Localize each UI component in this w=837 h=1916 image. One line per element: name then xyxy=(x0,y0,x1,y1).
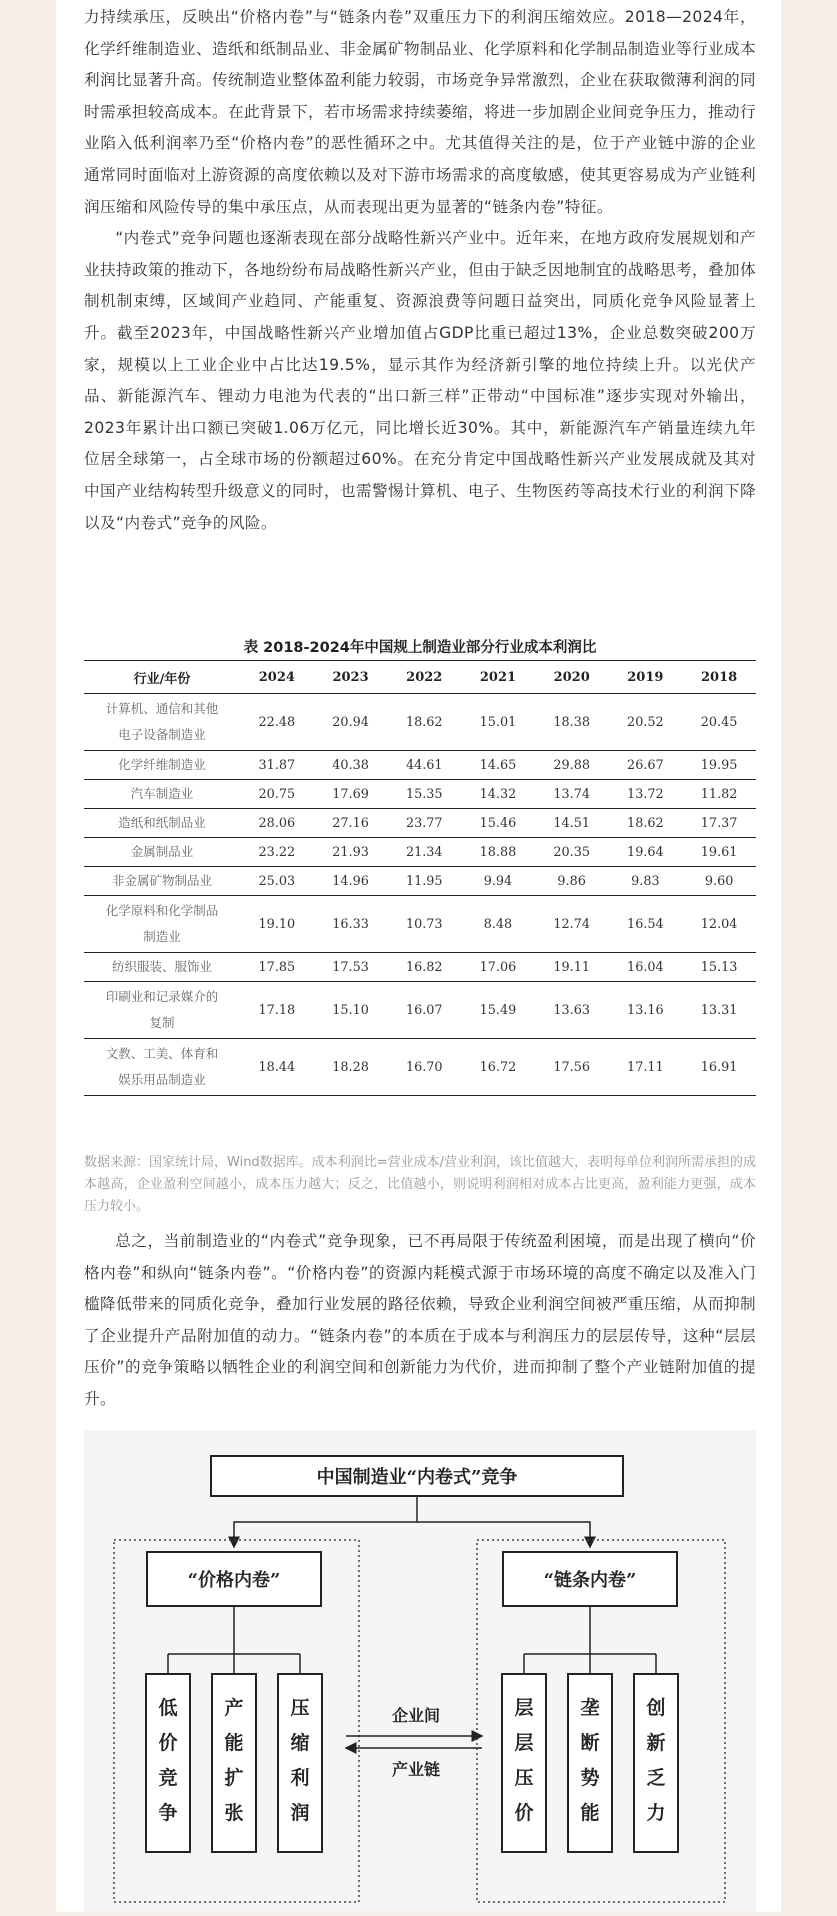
header-year-2021: 2021 xyxy=(461,661,535,694)
industry-name-cell xyxy=(84,867,240,896)
industry-name-line: 造纸和纸制品业 xyxy=(118,815,206,830)
table-row xyxy=(84,896,756,953)
value-cell: 11.95 xyxy=(387,867,461,896)
chain-leaf-char: 断 xyxy=(580,1732,600,1754)
price-leaf-char: 产 xyxy=(224,1697,244,1719)
value-cell: 17.53 xyxy=(314,953,388,982)
price-leaf-char: 张 xyxy=(224,1802,244,1824)
competition-diagram xyxy=(84,1430,756,1912)
industry-name-cell xyxy=(84,780,240,809)
value-cell: 8.48 xyxy=(461,896,535,953)
value-cell: 25.03 xyxy=(240,867,314,896)
industry-name-line: 非金属矿物制品业 xyxy=(111,873,212,888)
value-cell: 18.38 xyxy=(535,694,609,751)
value-cell: 18.88 xyxy=(461,838,535,867)
value-cell: 44.61 xyxy=(387,751,461,780)
connector-right xyxy=(417,1522,590,1547)
industry-name-cell xyxy=(84,896,240,953)
value-cell: 19.95 xyxy=(682,751,756,780)
table-row xyxy=(84,838,756,867)
price-involution-title: “价格内卷” xyxy=(187,1570,281,1591)
value-cell: 17.37 xyxy=(682,809,756,838)
table-row xyxy=(84,867,756,896)
industry-name-line: 制造业 xyxy=(143,929,181,944)
industry-name-cell xyxy=(84,982,240,1039)
value-cell: 13.31 xyxy=(682,982,756,1039)
right-leaf-group xyxy=(502,1674,678,1852)
table-body xyxy=(84,694,756,1096)
value-cell: 15.13 xyxy=(682,953,756,982)
paragraph-2: “内卷式”竞争问题也逐渐表现在部分战略性新兴产业中。近年来，在地方政府发展规划和产业扶持政策的推动下，各地纷纷布局战略性新兴产业，但由于缺乏因地制宜的战略思考，叠加体制机制束缚，区域间产业趋同、产能重复、资源浪费等问题日益突出，同质化竞争风险显著上升。截至2023年，中国战略性新兴产业增加值占GDP比重已超过13%，企业总数突破200万家，规模以上工业企业中占比达19.5%，显示其作为经济新引擎的地位持续上升。以光伏产品、新能源汽车、锂动力电池为代表的“出口新三样”正带动“中国标准”逐步实现对外输出，2023年累计出口额已突破1.06万亿元，同比增长近30%。其中，新能源汽车产销量连续九年位居全球第一，占全球市场的份额超过60%。在充分肯定中国战略性新兴产业发展成就及其对中国产业结构转型升级意义的同时，也需警惕计算机、电子、生物医药等高技术行业的利润下降以及“内卷式”竞争的风险。 xyxy=(84,229,756,532)
value-cell: 14.96 xyxy=(314,867,388,896)
value-cell: 9.94 xyxy=(461,867,535,896)
value-cell: 23.77 xyxy=(387,809,461,838)
chain-leaf-char: 层 xyxy=(514,1732,534,1754)
value-cell: 13.63 xyxy=(535,982,609,1039)
industry-name-cell xyxy=(84,953,240,982)
value-cell: 17.18 xyxy=(240,982,314,1039)
value-cell: 20.94 xyxy=(314,694,388,751)
table-row xyxy=(84,953,756,982)
value-cell: 16.33 xyxy=(314,896,388,953)
left-leaf-group xyxy=(146,1674,322,1852)
value-cell: 12.74 xyxy=(535,896,609,953)
arrow-label-top: 企业间 xyxy=(391,1706,441,1725)
price-leaf-char: 润 xyxy=(290,1802,310,1824)
industry-name-line: 化学原料和化学制品 xyxy=(105,903,219,918)
price-leaf-char: 扩 xyxy=(224,1767,244,1789)
industry-name-line: 金属制品业 xyxy=(130,844,194,859)
price-leaf-char: 能 xyxy=(224,1732,244,1754)
value-cell: 20.52 xyxy=(609,694,683,751)
industry-name-line: 计算机、通信和其他 xyxy=(105,701,219,716)
value-cell: 40.38 xyxy=(314,751,388,780)
header-year-2018: 2018 xyxy=(682,661,756,694)
diagram-svg xyxy=(84,1430,756,1912)
value-cell: 21.34 xyxy=(387,838,461,867)
chain-leaf-char: 乏 xyxy=(646,1767,666,1789)
industry-name-cell xyxy=(84,809,240,838)
value-cell: 17.56 xyxy=(535,1039,609,1096)
chain-leaf-char: 垄 xyxy=(580,1697,600,1719)
price-leaf-char: 竞 xyxy=(158,1767,178,1789)
value-cell: 14.65 xyxy=(461,751,535,780)
industry-name-cell xyxy=(84,1039,240,1096)
industry-name-line: 纺织服装、服饰业 xyxy=(111,959,212,974)
value-cell: 9.86 xyxy=(535,867,609,896)
industry-name-cell xyxy=(84,694,240,751)
price-leaf-char: 利 xyxy=(290,1767,310,1789)
value-cell: 19.10 xyxy=(240,896,314,953)
table-row xyxy=(84,809,756,838)
value-cell: 16.82 xyxy=(387,953,461,982)
value-cell: 19.11 xyxy=(535,953,609,982)
value-cell: 16.70 xyxy=(387,1039,461,1096)
summary-section xyxy=(84,1226,756,1416)
header-year-2019: 2019 xyxy=(609,661,683,694)
table-row xyxy=(84,982,756,1039)
value-cell: 22.48 xyxy=(240,694,314,751)
table-row xyxy=(84,694,756,751)
value-cell: 18.44 xyxy=(240,1039,314,1096)
data-source-note: 数据来源：国家统计局，Wind数据库。成本利润比=营业成本/营业利润，该比值越大，表明每单位利润所需承担的成本越高，企业盈利空间越小，成本压力越大；反之，比值越小，则说明利润相对成本占比更高，盈利能力更强，成本压力较小。 xyxy=(84,1155,756,1214)
page-background xyxy=(56,0,781,1912)
value-cell: 26.67 xyxy=(609,751,683,780)
value-cell: 13.72 xyxy=(609,780,683,809)
value-cell: 11.82 xyxy=(682,780,756,809)
value-cell: 31.87 xyxy=(240,751,314,780)
header-industry-year: 行业/年份 xyxy=(84,661,240,694)
value-cell: 10.73 xyxy=(387,896,461,953)
industry-name-line: 印刷业和记录媒介的 xyxy=(105,989,219,1004)
chain-leaf-char: 压 xyxy=(514,1767,534,1789)
value-cell: 14.32 xyxy=(461,780,535,809)
summary-paragraph: 总之，当前制造业的“内卷式”竞争现象，已不再局限于传统盈利困境，而是出现了横向“价格内卷”和纵向“链条内卷”。“价格内卷”的资源内耗模式源于市场环境的高度不确定以及准入门槛降低带来的同质化竞争，叠加行业发展的路径依赖，导致企业利润空间被严重压缩，从而抑制了企业提升产品附加值的动力。“链条内卷”的本质在于成本与利润压力的层层传导，这种“层层压价”的竞争策略以牺牲企业的利润空间和创新能力为代价，进而抑制了整个产业链附加值的提升。 xyxy=(84,1232,756,1408)
value-cell: 19.64 xyxy=(609,838,683,867)
paragraph-1: 力持续承压，反映出“价格内卷”与“链条内卷”双重压力下的利润压缩效应。2018—2024年，化学纤维制造业、造纸和纸制品业、非金属矿物制品业、化学原料和化学制品制造业等行业成本利润比显著升高。传统制造业整体盈利能力较弱，市场竞争异常激烈，企业在获取微薄利润的同时需承担较高成本。在此背景下，若市场需求持续萎缩，将进一步加剧企业间竞争压力，推动行业陷入低利润率乃至“价格内卷”的恶性循环之中。尤其值得关注的是，位于产业链中游的企业通常同时面临对上游资源的高度依赖以及对下游市场需求的高度敏感，使其更容易成为产业链利润压缩和风险传导的集中承压点，从而表现出更为显著的“链条内卷”特征。 xyxy=(84,8,756,216)
value-cell: 18.62 xyxy=(387,694,461,751)
value-cell: 12.04 xyxy=(682,896,756,953)
value-cell: 16.91 xyxy=(682,1039,756,1096)
value-cell: 13.74 xyxy=(535,780,609,809)
industry-name-line: 娱乐用品制造业 xyxy=(118,1072,206,1087)
chain-leaf-char: 创 xyxy=(646,1697,666,1719)
value-cell: 15.10 xyxy=(314,982,388,1039)
value-cell: 17.85 xyxy=(240,953,314,982)
chain-leaf-char: 新 xyxy=(646,1732,666,1754)
value-cell: 17.11 xyxy=(609,1039,683,1096)
value-cell: 17.69 xyxy=(314,780,388,809)
table-row xyxy=(84,751,756,780)
value-cell: 16.07 xyxy=(387,982,461,1039)
value-cell: 20.45 xyxy=(682,694,756,751)
table-title: 表 2018-2024年中国规上制造业部分行业成本利润比 xyxy=(243,640,597,656)
value-cell: 20.75 xyxy=(240,780,314,809)
price-leaf-char: 低 xyxy=(158,1697,178,1719)
value-cell: 18.62 xyxy=(609,809,683,838)
value-cell: 9.60 xyxy=(682,867,756,896)
table-header-row xyxy=(84,661,756,694)
value-cell: 15.35 xyxy=(387,780,461,809)
price-leaf-char: 价 xyxy=(158,1732,178,1754)
chain-leaf-char: 能 xyxy=(580,1802,600,1824)
cost-profit-table xyxy=(84,636,756,1096)
price-leaf-char: 压 xyxy=(290,1697,310,1719)
value-cell: 13.16 xyxy=(609,982,683,1039)
value-cell: 15.49 xyxy=(461,982,535,1039)
industry-name-cell xyxy=(84,751,240,780)
chain-involution-title: “链条内卷” xyxy=(543,1570,637,1591)
header-year-2023: 2023 xyxy=(314,661,388,694)
value-cell: 21.93 xyxy=(314,838,388,867)
header-year-2024: 2024 xyxy=(240,661,314,694)
header-year-2020: 2020 xyxy=(535,661,609,694)
value-cell: 29.88 xyxy=(535,751,609,780)
value-cell: 27.16 xyxy=(314,809,388,838)
chain-leaf-char: 势 xyxy=(580,1767,600,1789)
value-cell: 17.06 xyxy=(461,953,535,982)
data-table xyxy=(84,660,756,1096)
header-year-2022: 2022 xyxy=(387,661,461,694)
article-body xyxy=(84,0,756,539)
value-cell: 16.72 xyxy=(461,1039,535,1096)
industry-name-cell xyxy=(84,838,240,867)
value-cell: 18.28 xyxy=(314,1039,388,1096)
chain-leaf-char: 层 xyxy=(514,1697,534,1719)
value-cell: 14.51 xyxy=(535,809,609,838)
value-cell: 28.06 xyxy=(240,809,314,838)
value-cell: 20.35 xyxy=(535,838,609,867)
price-leaf-char: 缩 xyxy=(290,1732,310,1754)
value-cell: 16.04 xyxy=(609,953,683,982)
value-cell: 9.83 xyxy=(609,867,683,896)
industry-name-line: 电子设备制造业 xyxy=(118,727,206,742)
price-leaf-char: 争 xyxy=(158,1802,178,1824)
chain-leaf-char: 力 xyxy=(646,1802,666,1824)
value-cell: 23.22 xyxy=(240,838,314,867)
chain-leaf-char: 价 xyxy=(514,1802,534,1824)
diagram-top-title: 中国制造业“内卷式”竞争 xyxy=(316,1467,518,1488)
table-row xyxy=(84,1039,756,1096)
value-cell: 16.54 xyxy=(609,896,683,953)
industry-name-line: 复制 xyxy=(149,1015,175,1030)
table-row xyxy=(84,780,756,809)
value-cell: 15.46 xyxy=(461,809,535,838)
industry-name-line: 汽车制造业 xyxy=(130,786,194,801)
value-cell: 19.61 xyxy=(682,838,756,867)
arrow-label-bottom: 产业链 xyxy=(391,1760,441,1779)
industry-name-line: 化学纤维制造业 xyxy=(118,757,206,772)
value-cell: 15.01 xyxy=(461,694,535,751)
industry-name-line: 文教、工美、体育和 xyxy=(105,1046,219,1061)
